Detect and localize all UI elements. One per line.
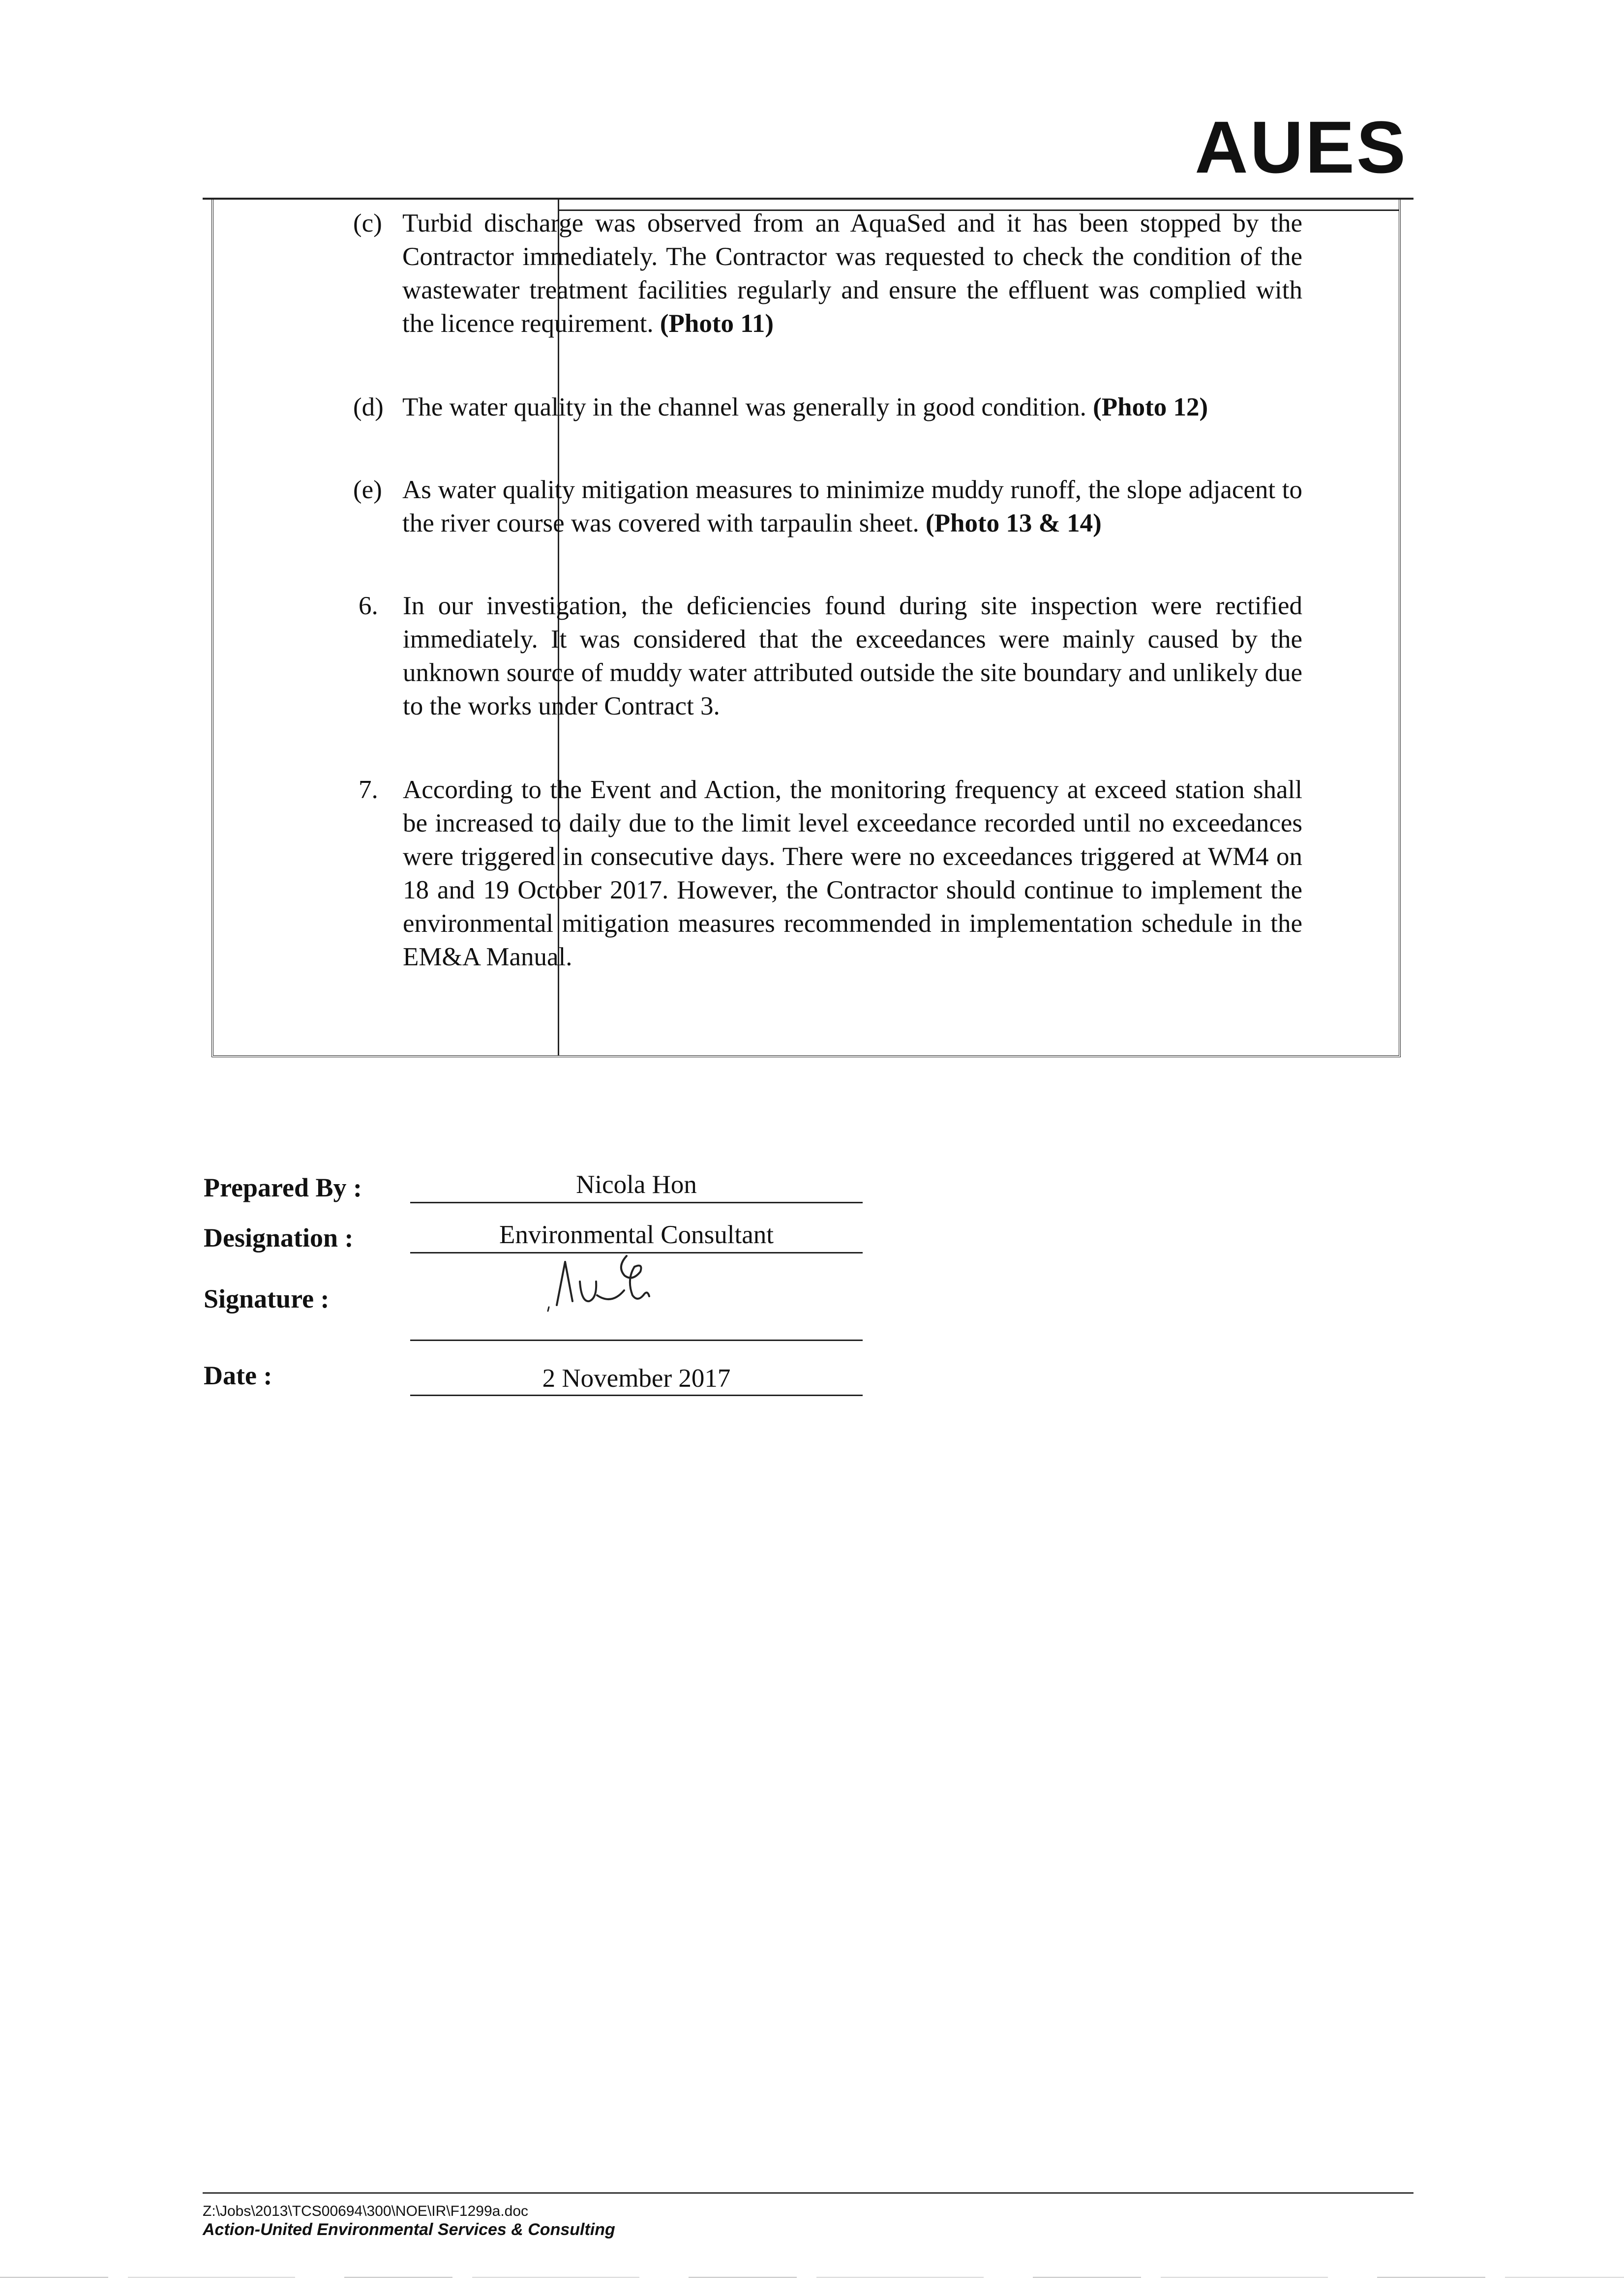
handwritten-signature <box>538 1247 715 1326</box>
list-item-e <box>353 473 1302 540</box>
footer-rule <box>203 2192 1413 2194</box>
signature-line <box>410 1340 863 1341</box>
date-line <box>410 1395 863 1396</box>
prepared-by-value: Nicola Hon <box>576 1170 697 1199</box>
list-item-d <box>353 390 1302 424</box>
list-item-text: In our investigation, the deficiencies found during site inspection were rectified immediately. It was considered that the exceedances were mainly caused by the unknown source of muddy water attributed outside the site boundary and unlikely due to the works under Contract 3. <box>403 592 1302 720</box>
list-item-label: 7. <box>359 775 378 804</box>
photo-reference: (Photo 13 & 14) <box>926 509 1102 537</box>
list-item-label: (c) <box>353 209 382 238</box>
list-item-6 <box>359 589 1302 723</box>
date-value: 2 November 2017 <box>542 1364 731 1393</box>
list-item-7 <box>359 773 1302 974</box>
designation-value: Environmental Consultant <box>499 1221 774 1249</box>
list-item-text: Turbid discharge was observed from an AquaSed and it has been stopped by the Contractor immediately. The Contractor was requested to check the condition of the wastewater treatment facilities regularly and ensure the effluent was complied with the licence requirement. <box>402 209 1302 338</box>
signature-label: Signature : <box>204 1284 330 1313</box>
list-item-label: (d) <box>353 393 384 421</box>
list-item-label: (e) <box>353 476 382 504</box>
list-item-c <box>353 207 1302 340</box>
photo-reference: (Photo 12) <box>1093 393 1208 421</box>
scan-artifact-line <box>0 2277 1624 2278</box>
prepared-by-label: Prepared By : <box>204 1173 362 1202</box>
company-logo: AUES <box>1195 106 1408 188</box>
list-item-text: As water quality mitigation measures to minimize muddy runoff, the slope adjacent to the river course was covered with tarpaulin sheet. <box>402 476 1302 537</box>
list-item-text: The water quality in the channel was generally in good condition. <box>402 393 1086 421</box>
designation-label: Designation : <box>204 1223 354 1252</box>
file-path: Z:\Jobs\2013\TCS00694\300\NOE\IR\F1299a.doc <box>203 2203 529 2219</box>
prepared-by-line <box>410 1202 863 1203</box>
date-label: Date : <box>204 1361 272 1390</box>
company-name: Action-United Environmental Services & Consulting <box>203 2220 615 2239</box>
photo-reference: (Photo 11) <box>660 309 774 338</box>
list-item-text: According to the Event and Action, the monitoring frequency at exceed station shall be increased to daily due to the limit level exceedance recorded until no exceedances were triggered in consecutive days. There were no exceedances triggered at WM4 on 18 and 19 October 2017. However, the Contractor should continue to implement the environmental mitigation measures recommended in implementation schedule in the EM&A Manual. <box>403 775 1302 971</box>
list-item-label: 6. <box>359 592 378 620</box>
